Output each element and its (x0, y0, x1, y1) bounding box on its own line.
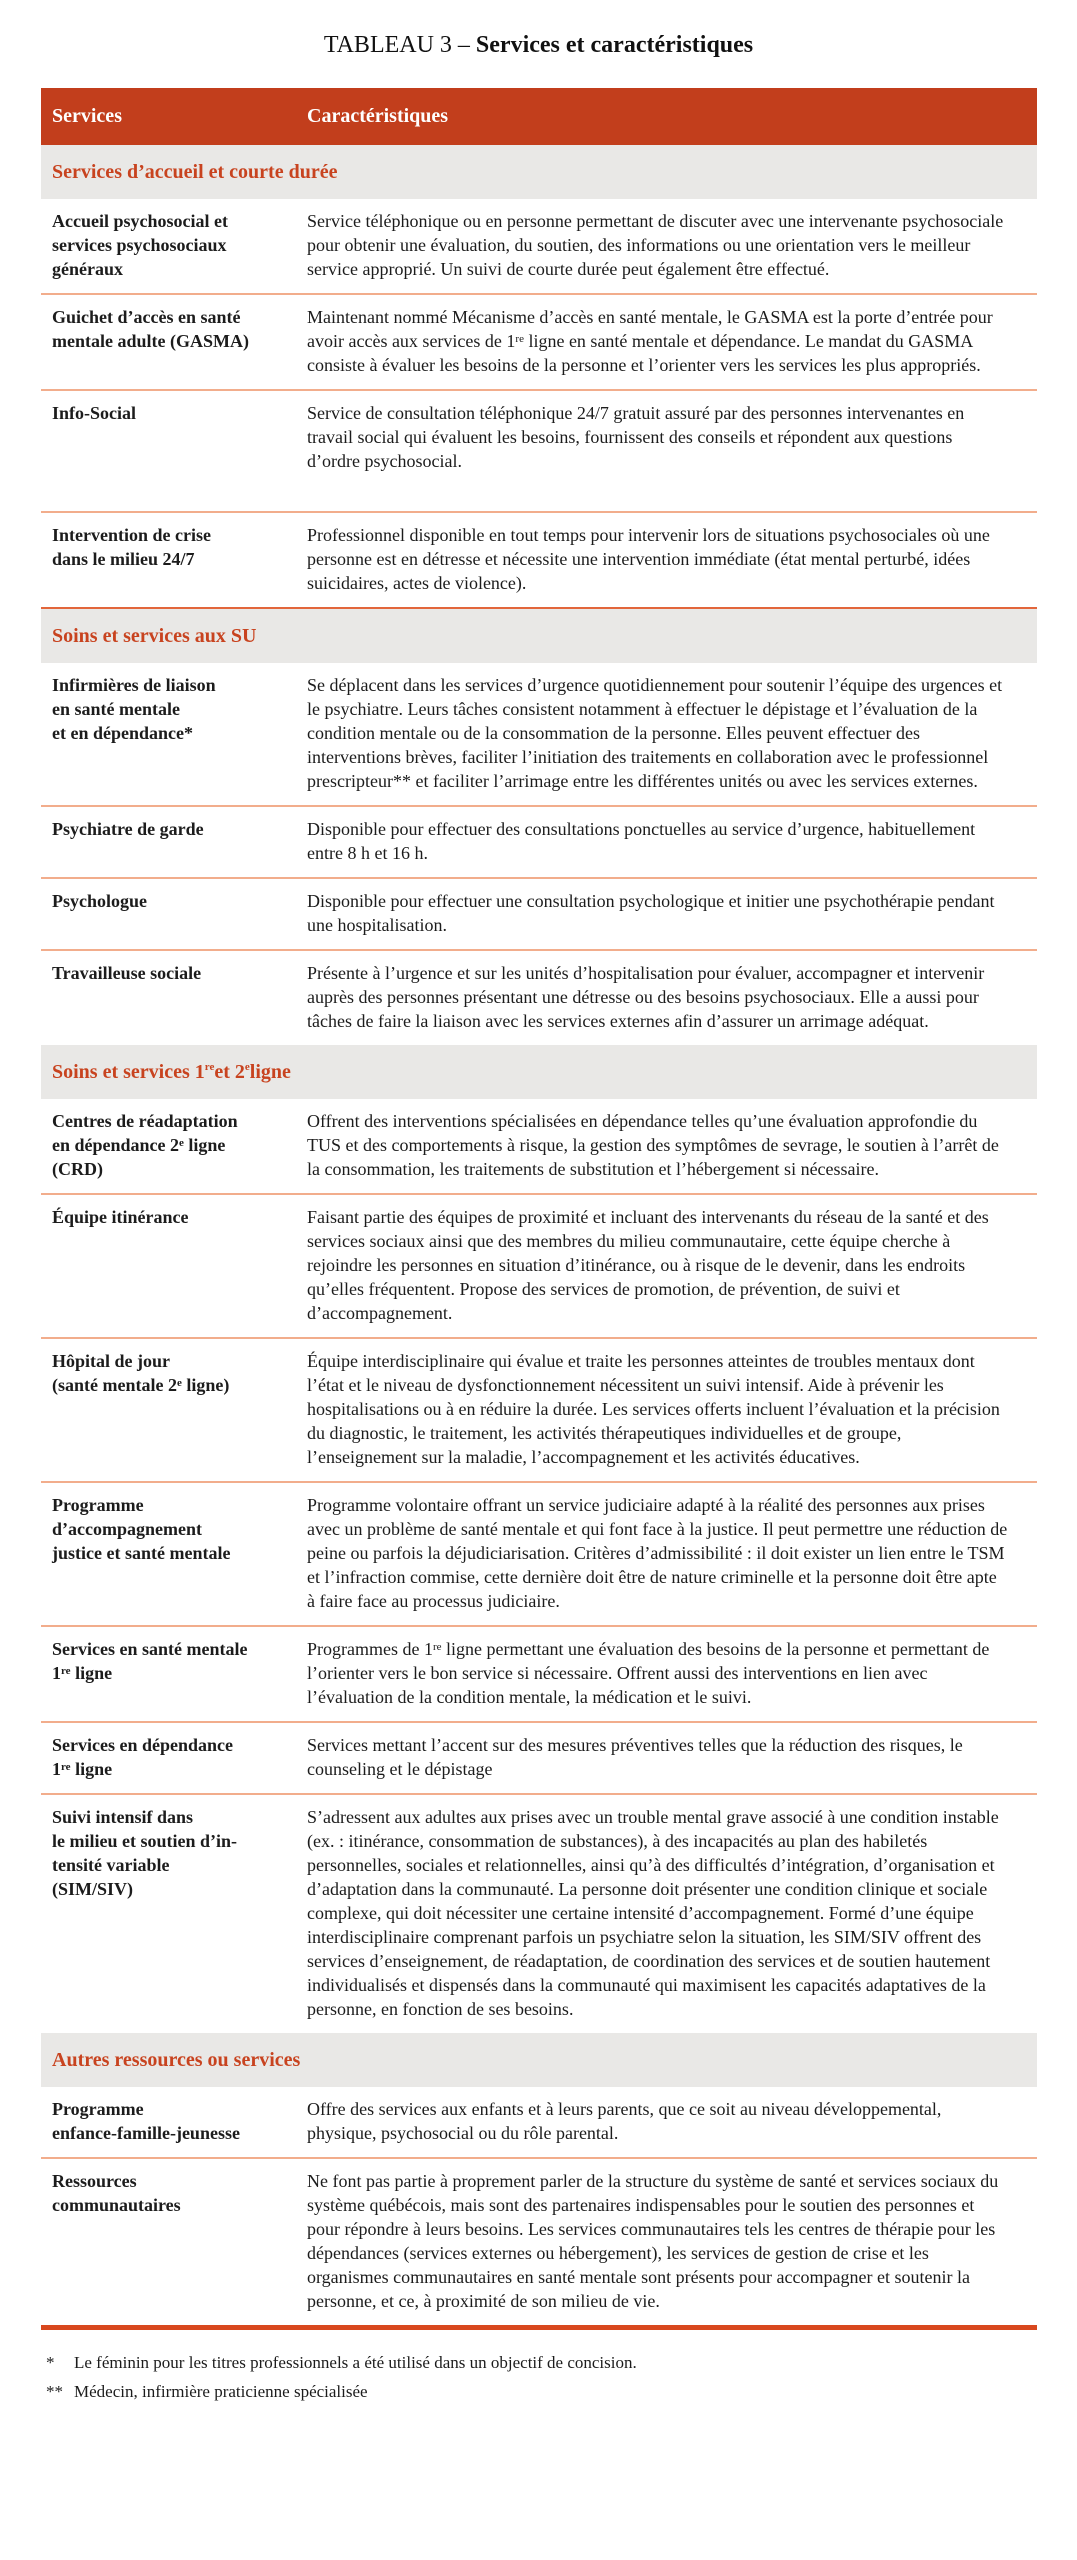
service-name-cell: Info-Social (52, 403, 137, 423)
section-header-accueil-courte-duree: Services d’accueil et courte durée (41, 145, 1037, 199)
characteristic-cell: Services mettant l’accent sur des mesures préventives telles que la réduction des risques, le counseling et le dépistage (307, 1735, 963, 1779)
characteristic-cell: Offre des services aux enfants et à leurs parents, que ce soit au niveau développemental, physique, psychosocial ou du rôle parental. (307, 2099, 942, 2143)
table-row-equipe-itinerance (41, 1195, 1037, 1339)
footnote-text: Médecin, infirmière praticienne spécialisée (74, 2382, 368, 2401)
table-row-infirmieres-liaison (41, 663, 1037, 807)
table-row-sim-siv (41, 1795, 1037, 2033)
characteristic-cell: Faisant partie des équipes de proximité et incluant des intervenants du réseau de la santé et des services sociaux ainsi que des membres du milieu communautaire, cette équipe cherche à rejoindre les personnes en situation d’itinérance, ou à risque de le devenir, dans les endroits qu’elles fréquentent. Propose des services de promotion, de prévention, de suivi et d’accompagnement. (307, 1207, 989, 1323)
service-name-cell: Guichet d’accès en santé mentale adulte (GASMA) (52, 307, 249, 351)
service-name-cell: Travailleuse sociale (52, 963, 202, 983)
service-name-cell: Centres de réadaptation en dépendance 2e ligne (CRD) (52, 1111, 238, 1179)
characteristic-cell: Disponible pour effectuer des consultations ponctuelles au service d’urgence, habituellement entre 8 h et 16 h. (307, 819, 976, 863)
service-name-cell: Programme enfance-famille-jeunesse (52, 2099, 240, 2143)
service-name-cell: Programme d’accompagnement justice et santé mentale (52, 1495, 231, 1563)
table-row-ressources-communautaires (41, 2159, 1037, 2325)
characteristic-cell: Présente à l’urgence et sur les unités d’hospitalisation pour évaluer, accompagner et intervenir auprès des personnes présentant une détresse ou des besoins psychosociaux. Elle a aussi pour tâches de faire la liaison avec les services externes afin d’assurer un arrimage adéquat. (307, 963, 985, 1031)
characteristic-cell: Programmes de 1re ligne permettant une évaluation des besoins de la personne et permettant de l’orienter vers le bon service si nécessaire. Offrent aussi des interventions en lien avec l’évaluation de la condition mentale, la médication et le suivi. (307, 1639, 990, 1707)
table-header-row (41, 88, 1037, 145)
table-row-dependance-1re-ligne (41, 1723, 1037, 1795)
table-row-sante-mentale-1re-ligne (41, 1627, 1037, 1723)
service-name-cell: Psychiatre de garde (52, 819, 204, 839)
table-row-psychiatre-garde (41, 807, 1037, 879)
characteristic-cell: Programme volontaire offrant un service judiciaire adapté à la réalité des personnes aux prises avec un problème de santé mentale et qui font face à la justice. Il peut permettre une réduction de peine ou parfois la déjudiciarisation. Critères d’admissibilité : il doit exister un lien entre le TSM et l’infraction commise, cette dernière doit être de nature criminelle et la personne doit être apte à faire face au processus judiciaire. (307, 1495, 1008, 1611)
service-name-cell: Infirmières de liaison en santé mentale et en dépendance* (52, 675, 216, 743)
page-title-emphasis: Services et caractéristiques (475, 32, 754, 58)
characteristic-cell: Service de consultation téléphonique 24/7 gratuit assuré par des personnes intervenantes en travail social qui évaluent les besoins, fournissent des conseils et répondent aux questions d’ordre psychosocial. (307, 403, 965, 471)
table-row-programme-justice (41, 1483, 1037, 1627)
characteristic-cell: Professionnel disponible en tout temps pour intervenir lors de situations psychosociales où une personne est en détresse et nécessite une intervention immédiate (état mental perturbé, idées suicidaires, actes de violence). (307, 525, 990, 593)
characteristic-cell: S’adressent aux adultes aux prises avec un trouble mental grave associé à une condition instable (ex. : itinérance, consommation de substances), à des incapacités au plan des habiletés personnelles, sociales et relationnelles, ainsi qu’à des difficultés d’intégration, d’organisation et d’adaptation dans la communauté. La personne doit présenter une condition clinique et sociale complexe, qui doit nécessiter une certaine intensité d’accompagnement. Formé d’une équipe interdisciplinaire comprenant parfois un psychiatre selon la situation, les SIM/SIV offrent des services d’enseignement, de réadaptation, de coordination des services et de soutien hautement individualisés et dispensés dans la communauté qui maximisent les capacités adaptatives de la personne, en fonction de ses besoins. (307, 1807, 999, 2019)
footnotes (46, 2352, 1037, 2403)
column-header-services: Services (52, 105, 122, 127)
characteristic-cell: Maintenant nommé Mécanisme d’accès en santé mentale, le GASMA est la porte d’entrée pour avoir accès aux services de 1re ligne en santé mentale et dépendance. Le mandat du GASMA consiste à évaluer les besoins de la personne et l’orienter vers les services les plus appropriés. (307, 307, 993, 375)
service-name-cell: Services en santé mentale 1re ligne (52, 1639, 248, 1683)
characteristic-cell: Se déplacent dans les services d’urgence quotidiennement pour soutenir l’équipe des urgences et le psychiatre. Leurs tâches consistent notamment à effectuer le dépistage et l’évaluation de la condition mentale ou de la consommation de la personne. Elles peuvent effectuer des interventions brèves, faciliter l’initiation des traitements en collaboration avec le professionnel prescripteur** et faciliter l’arrimage entre les différentes unités ou avec les services externes. (307, 675, 1003, 791)
service-name-cell: Équipe itinérance (52, 1207, 189, 1227)
table-row-info-social (41, 391, 1037, 513)
services-table (41, 88, 1037, 2330)
footnote-feminin (46, 2352, 1037, 2374)
table-row-guichet-gasma (41, 295, 1037, 391)
service-name-cell: Accueil psychosocial et services psychosociaux généraux (52, 211, 228, 279)
characteristic-cell: Offrent des interventions spécialisées en dépendance telles qu’une évaluation approfondie du TUS et des comportements à risque, la gestion des symptômes de sevrage, le soutien à l’arrêt de la consommation, les traitements de substitution et l’hébergement si nécessaire. (307, 1111, 999, 1179)
page-title (0, 30, 1077, 60)
service-name-cell: Ressources communautaires (52, 2171, 181, 2215)
footnote-medecin (46, 2381, 1037, 2403)
footnote-text: Le féminin pour les titres professionnels a été utilisé dans un objectif de concision. (74, 2353, 637, 2372)
section-header-soins-services-su: Soins et services aux SU (41, 609, 1037, 663)
table-row-enfance-famille-jeunesse (41, 2087, 1037, 2159)
service-name-cell: Psychologue (52, 891, 148, 911)
service-name-cell: Suivi intensif dans le milieu et soutien d’in- tensité variable (SIM/SIV) (52, 1807, 237, 1899)
service-name-cell: Hôpital de jour (santé mentale 2e ligne) (52, 1351, 230, 1395)
service-name-cell: Intervention de crise dans le milieu 24/7 (52, 525, 211, 569)
characteristic-cell: Disponible pour effectuer une consultation psychologique et initier une psychothérapie pendant une hospitalisation. (307, 891, 995, 935)
page-title-prefix: TABLEAU 3 – (323, 32, 476, 58)
footnote-marker: ** (46, 2382, 63, 2401)
column-header-characteristics: Caractéristiques (307, 105, 449, 127)
characteristic-cell: Service téléphonique ou en personne permettant de discuter avec une intervenante psychosociale pour obtenir une évaluation, du soutien, des informations ou une orientation vers le meilleur service approprié. Un suivi de courte durée peut également être effectué. (307, 211, 1004, 279)
section-header-autres-ressources: Autres ressources ou services (41, 2033, 1037, 2087)
table-row-psychologue (41, 879, 1037, 951)
table-row-crd (41, 1099, 1037, 1195)
footnote-marker: * (46, 2353, 55, 2372)
table-row-intervention-crise (41, 513, 1037, 609)
service-name-cell: Services en dépendance 1re ligne (52, 1735, 233, 1779)
section-header-soins-1re-2e-ligne: Soins et services 1 $^{re}$ et 2 $^e$ ligne (41, 1045, 1037, 1099)
table-row-accueil-psychosocial (41, 199, 1037, 295)
table-row-hopital-de-jour (41, 1339, 1037, 1483)
characteristic-cell: Ne font pas partie à proprement parler de la structure du système de santé et services sociaux du système québécois, mais sont des partenaires indispensables pour le soutien des personnes et pour répondre à leurs besoins. Les services communautaires tels les centres de thérapie pour les dépendances (services externes ou hébergement), les services de gestion de crise et les organismes communautaires en santé mentale sont présents pour accompagner et soutenir la personne, et ce, à proximité de son milieu de vie. (307, 2171, 999, 2311)
characteristic-cell: Équipe interdisciplinaire qui évalue et traite les personnes atteintes de troubles mentaux dont l’état et le niveau de dysfonctionnement nécessitent un suivi intensif. Aide à prévenir les hospitalisations ou à en réduire la durée. Les services offerts incluent l’évaluation et la précision du diagnostic, le traitement, les activités thérapeutiques individuelles et de groupe, l’enseignement sur la maladie, l’accompagnement et les activités éducatives. (307, 1351, 1000, 1467)
table-row-travailleuse-sociale (41, 951, 1037, 1045)
